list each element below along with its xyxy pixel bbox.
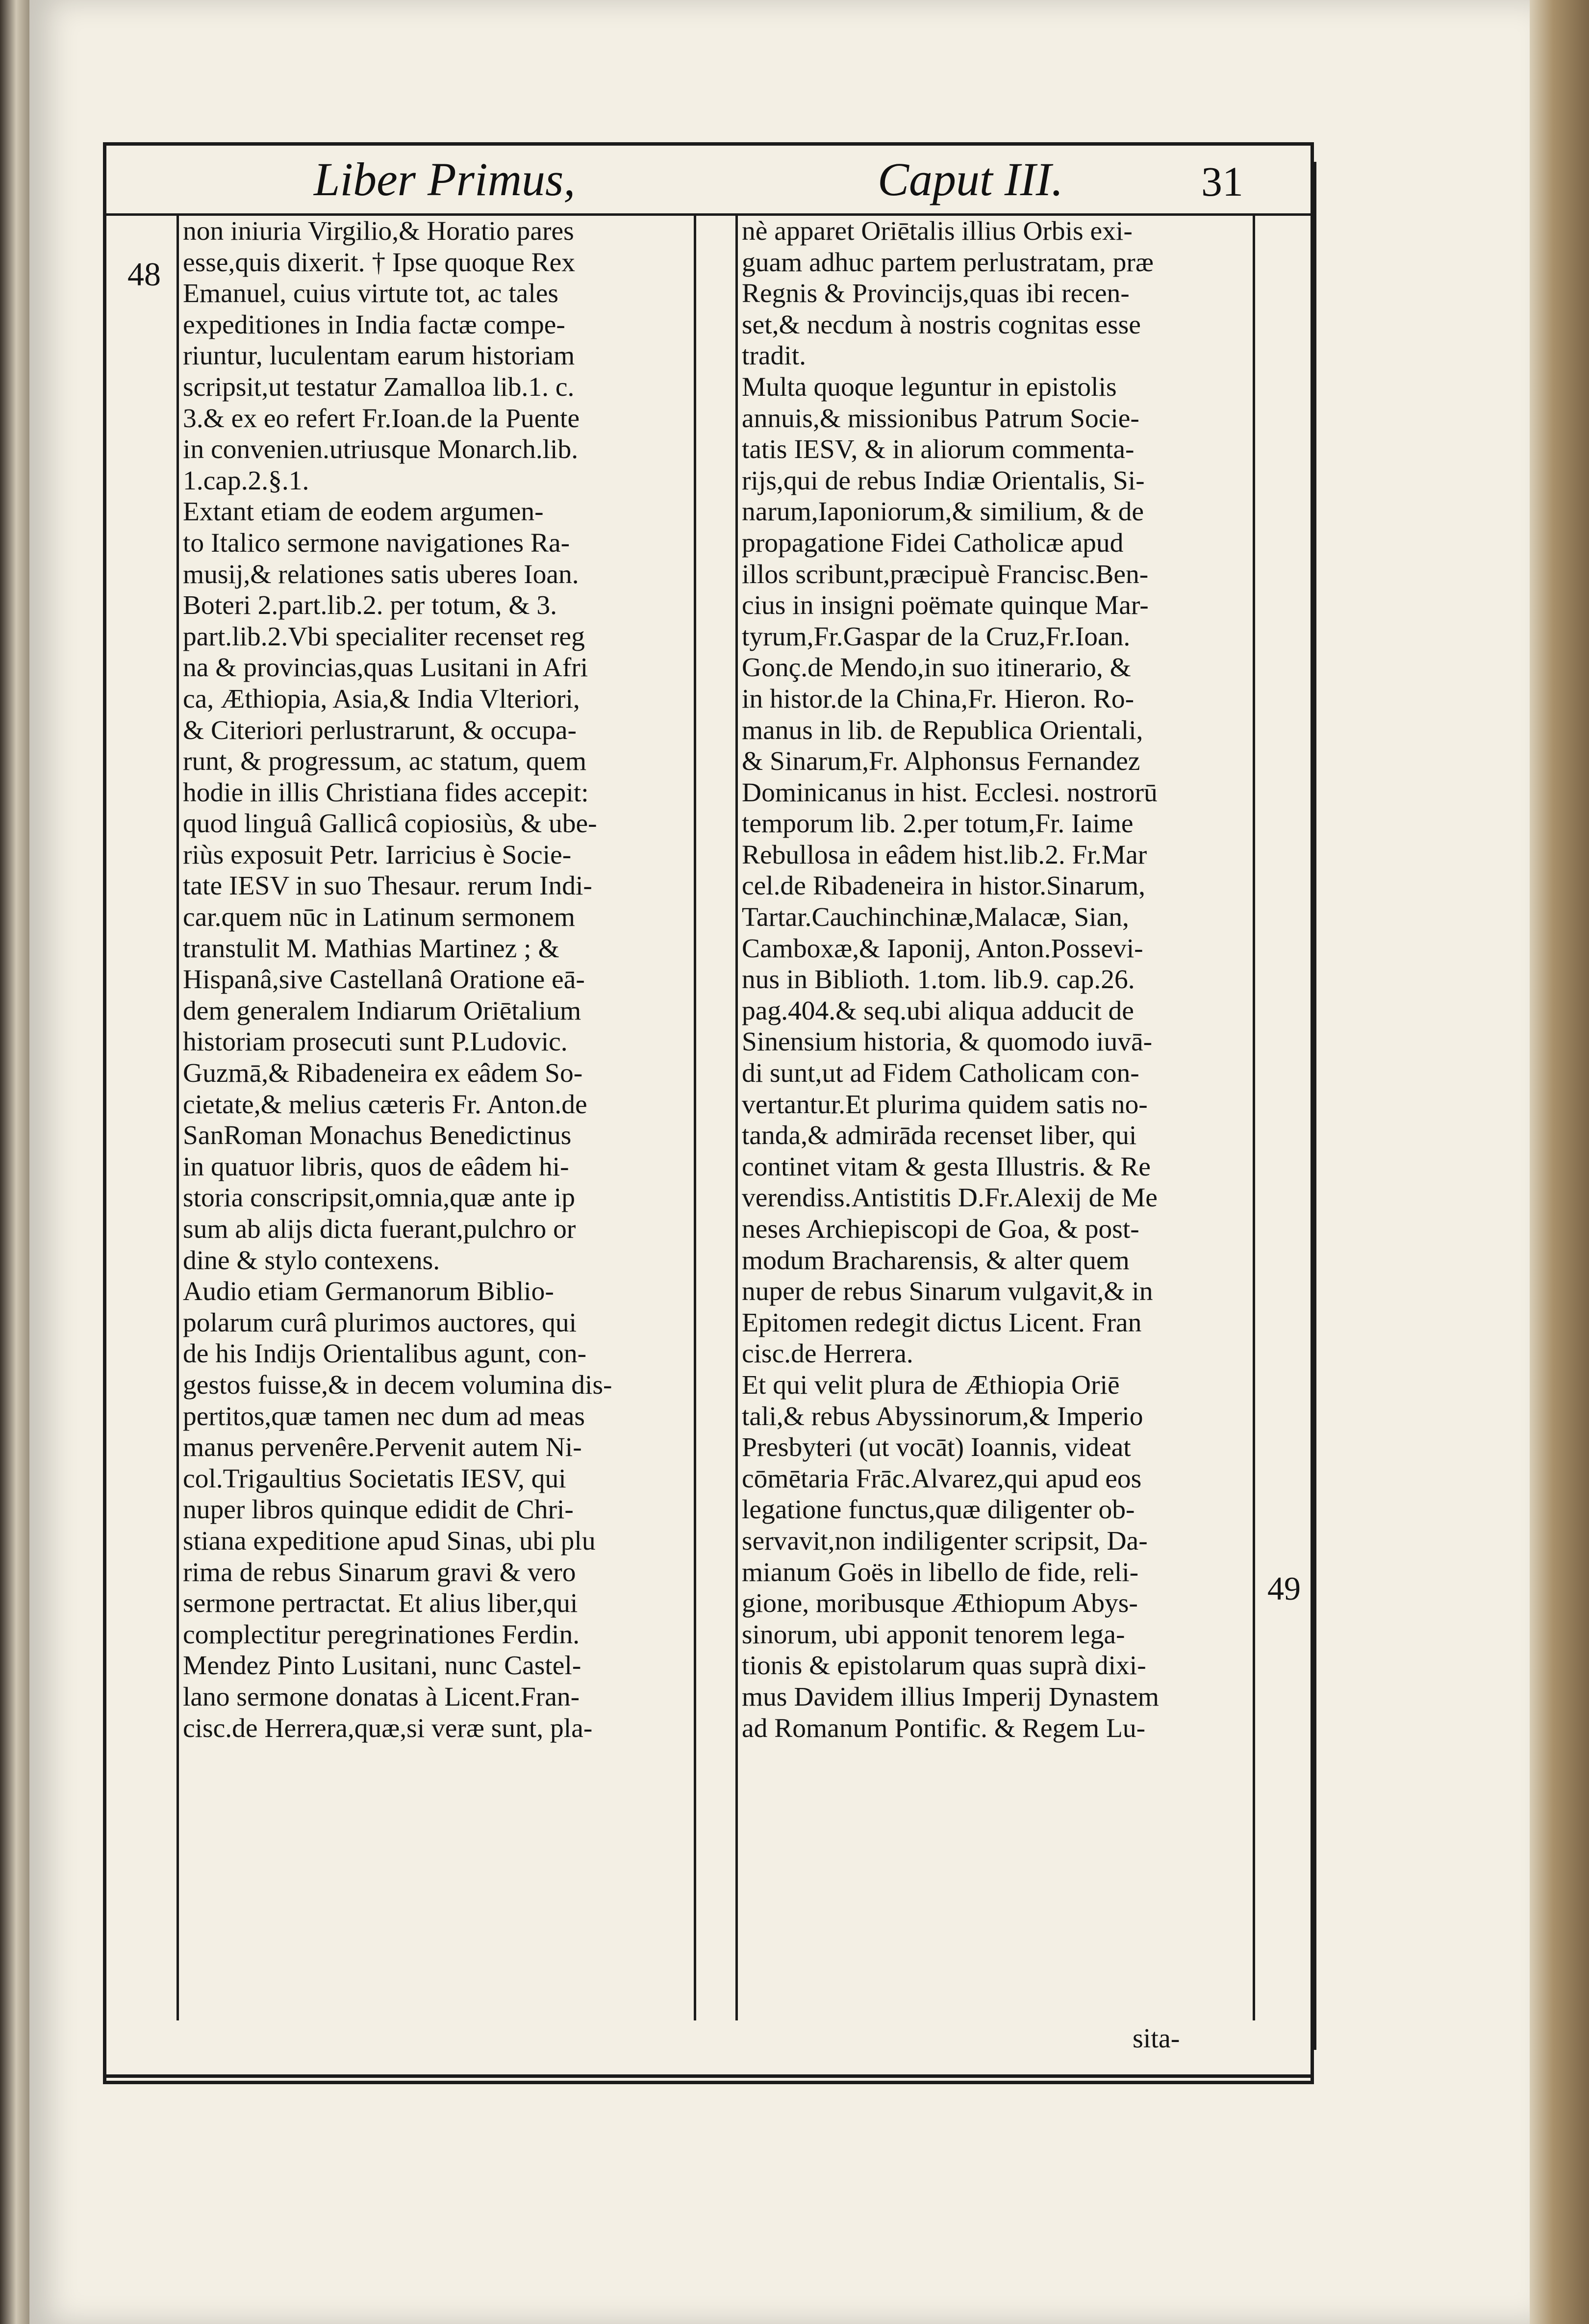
text-line: Regnis & Provincijs,quas ibi recen- [742, 279, 1130, 309]
text-line: gione, moribusque Æthiopum Abys- [742, 1588, 1138, 1619]
text-line: tate IESV in suo Thesaur. rerum Indi- [183, 871, 592, 901]
text-line: in convenien.utriusque Monarch.lib. [183, 434, 579, 465]
text-line: vertantur.Et plurima quidem satis no- [742, 1089, 1148, 1120]
text-line: illos scribunt,præcipuè Francisc.Ben- [742, 559, 1149, 589]
text-line: Et qui velit plura de Æthiopia Oriē [742, 1370, 1120, 1400]
text-line: Camboxæ,& Iaponij, Anton.Possevi- [742, 933, 1143, 964]
text-line: non iniuria Virgilio,& Horatio pares [183, 216, 574, 246]
text-line: tradit. [742, 341, 806, 371]
text-line: Audio etiam Germanorum Biblio- [183, 1277, 554, 1307]
page-fore-edge [1530, 0, 1589, 2324]
text-line: rijs,qui de rebus Indiæ Orientalis, Si- [742, 465, 1145, 496]
text-line: tionis & epistolarum quas suprà dixi- [742, 1651, 1146, 1681]
text-line: complectitur peregrinationes Ferdin. [183, 1619, 580, 1650]
text-line: polarum curâ plurimos auctores, qui [183, 1307, 577, 1338]
text-line: transtulit M. Mathias Martinez ; & [183, 933, 559, 964]
text-line: set,& necdum à nostris cognitas esse [742, 309, 1141, 340]
text-line: in quatuor libris, quos de eâdem hi- [183, 1151, 569, 1182]
text-line: Epitomen redegit dictus Licent. Fran [742, 1307, 1142, 1338]
text-line: ca, Æthiopia, Asia,& India Vlteriori, [183, 684, 580, 714]
right-text-column [735, 216, 1255, 2020]
text-line: verendiss.Antistitis D.Fr.Alexij de Me [742, 1183, 1158, 1213]
text-line: cisc.de Herrera,quæ,si veræ sunt, pla- [183, 1713, 593, 1743]
text-line: car.quem nūc in Latinum sermonem [183, 902, 575, 933]
text-line: di sunt,ut ad Fidem Catholicam con- [742, 1058, 1139, 1089]
text-line: SanRoman Monachus Benedictinus [183, 1121, 572, 1151]
text-line: modum Bracharensis, & alter quem [742, 1245, 1130, 1276]
text-line: historiam prosecuti sunt P.Ludovic. [183, 1027, 568, 1057]
text-line: cisc.de Herrera. [742, 1339, 913, 1369]
text-line: & Sinarum,Fr. Alphonsus Fernandez [742, 746, 1140, 777]
text-line: Mendez Pinto Lusitani, nunc Castel- [183, 1651, 581, 1681]
text-line: hodie in illis Christiana fides accepit: [183, 777, 589, 808]
text-line: scripsit,ut testatur Zamalloa lib.1. c. [183, 372, 575, 402]
text-line: Hispanâ,sive Castellanâ Oratione eā- [183, 965, 585, 995]
margin-number-right: 49 [1267, 1570, 1301, 1607]
text-line: pertitos,quæ tamen nec dum ad meas [183, 1401, 585, 1431]
bottom-rule [103, 2074, 1314, 2078]
text-line: de his Indijs Orientalibus agunt, con- [183, 1339, 587, 1369]
text-line: nè apparet Oriētalis illius Orbis exi- [742, 216, 1133, 246]
text-line: cietate,& melius cæteris Fr. Anton.de [183, 1089, 587, 1120]
text-line: rima de rebus Sinarum gravi & vero [183, 1557, 576, 1587]
text-line: Emanuel, cuius virtute tot, ac tales [183, 279, 558, 309]
text-line: propagatione Fidei Catholicæ apud [742, 528, 1124, 558]
running-head-chapter: Caput III. [878, 153, 1063, 205]
text-line: ad Romanum Pontific. & Regem Lu- [742, 1713, 1146, 1743]
text-line: tatis IESV, & in aliorum commenta- [742, 434, 1135, 465]
text-line: runt, & progressum, ac statum, quem [183, 746, 587, 777]
text-line: Rebullosa in eâdem hist.lib.2. Fr.Mar [742, 840, 1147, 870]
text-line: dine & stylo contexens. [183, 1245, 440, 1276]
text-line: guam adhuc partem perlustratam, præ [742, 247, 1154, 278]
text-line: nus in Biblioth. 1.tom. lib.9. cap.26. [742, 965, 1135, 995]
text-line: continet vitam & gesta Illustris. & Re [742, 1151, 1151, 1182]
text-line: Sinensium historia, & quomodo iuvā- [742, 1027, 1153, 1057]
text-line: tali,& rebus Abyssinorum,& Imperio [742, 1401, 1143, 1431]
left-text-column [177, 216, 696, 2020]
text-line: gestos fuisse,& in decem volumina dis- [183, 1370, 612, 1400]
text-line: annuis,& missionibus Patrum Socie- [742, 403, 1139, 434]
text-line: in histor.de la China,Fr. Hieron. Ro- [742, 684, 1135, 714]
text-line: cius in insigni poëmate quinque Mar- [742, 590, 1149, 621]
text-line: 1.cap.2.§.1. [183, 465, 309, 496]
text-line: expeditiones in India factæ compe- [183, 309, 565, 340]
text-line: Extant etiam de eodem argumen- [183, 497, 544, 527]
text-line: cōmētaria Frāc.Alvarez,qui apud eos [742, 1463, 1142, 1494]
frame-right-rule [1304, 162, 1316, 2050]
text-line: Dominicanus in hist. Ecclesi. nostrorū [742, 777, 1158, 808]
text-line: mianum Goës in libello de fide, reli- [742, 1557, 1139, 1587]
text-line: Gonç.de Mendo,in suo itinerario, & [742, 653, 1131, 683]
text-line: manus in lib. de Republica Orientali, [742, 715, 1143, 745]
text-line: stiana expeditione apud Sinas, ubi plu [183, 1526, 596, 1556]
text-line: sermone pertractat. Et alius liber,qui [183, 1588, 578, 1619]
facing-page-edge [0, 0, 29, 2324]
text-line: tanda,& admirāda recenset liber, qui [742, 1121, 1137, 1151]
text-line: quod linguâ Gallicâ copiosiùs, & ube- [183, 809, 597, 839]
text-line: manus pervenêre.Pervenit autem Ni- [183, 1432, 582, 1463]
text-line: tyrum,Fr.Gaspar de la Cruz,Fr.Ioan. [742, 621, 1131, 652]
text-line: nuper libros quinque edidit de Chri- [183, 1495, 574, 1525]
text-line: sum ab alijs dicta fuerant,pulchro or [183, 1214, 576, 1244]
text-line: narum,Iaponiorum,& similium, & de [742, 497, 1144, 527]
text-line: col.Trigaultius Societatis IESV, qui [183, 1463, 566, 1494]
catchword: sita- [1133, 2023, 1180, 2054]
text-line: Tartar.Cauchinchinæ,Malacæ, Sian, [742, 902, 1129, 933]
text-line: na & provincias,quas Lusitani in Afri [183, 653, 588, 683]
margin-number-left: 48 [127, 255, 161, 293]
text-line: Guzmā,& Ribadeneira ex eâdem So- [183, 1058, 583, 1089]
text-line: lano sermone donatas à Licent.Fran- [183, 1682, 580, 1712]
text-line: musij,& relationes satis uberes Ioan. [183, 559, 579, 589]
text-line: part.lib.2.Vbi specialiter recenset reg [183, 621, 585, 652]
running-head-book: Liber Primus, [314, 153, 576, 205]
text-line: riuntur, luculentam earum historiam [183, 341, 575, 371]
text-line: riùs exposuit Petr. Iarricius è Socie- [183, 840, 572, 870]
text-line: & Citeriori perlustrarunt, & occupa- [183, 715, 577, 745]
text-line: Multa quoque leguntur in epistolis [742, 372, 1117, 402]
text-line: 3.& ex eo refert Fr.Ioan.de la Puente [183, 403, 580, 434]
text-line: Boteri 2.part.lib.2. per totum, & 3. [183, 590, 557, 621]
text-line: dem generalem Indiarum Oriētalium [183, 996, 581, 1026]
text-line: Presbyteri (ut vocāt) Ioannis, videat [742, 1432, 1131, 1463]
text-line: to Italico sermone navigationes Ra- [183, 528, 570, 558]
text-line: nuper de rebus Sinarum vulgavit,& in [742, 1277, 1153, 1307]
text-line: esse,quis dixerit. † Ipse quoque Rex [183, 247, 575, 278]
text-line: pag.404.& seq.ubi aliqua adducit de [742, 996, 1134, 1026]
text-line: storia conscripsit,omnia,quæ ante ip [183, 1183, 575, 1213]
text-line: sinorum, ubi apponit tenorem lega- [742, 1619, 1125, 1650]
page-number: 31 [1201, 158, 1243, 205]
text-line: servavit,non indiligenter scripsit, Da- [742, 1526, 1148, 1556]
text-line: mus Davidem illius Imperij Dynastem [742, 1682, 1159, 1712]
text-line: neses Archiepiscopi de Goa, & post- [742, 1214, 1139, 1244]
text-line: legatione functus,quæ diligenter ob- [742, 1495, 1135, 1525]
text-line: cel.de Ribadeneira in histor.Sinarum, [742, 871, 1146, 901]
text-line: temporum lib. 2.per totum,Fr. Iaime [742, 809, 1134, 839]
